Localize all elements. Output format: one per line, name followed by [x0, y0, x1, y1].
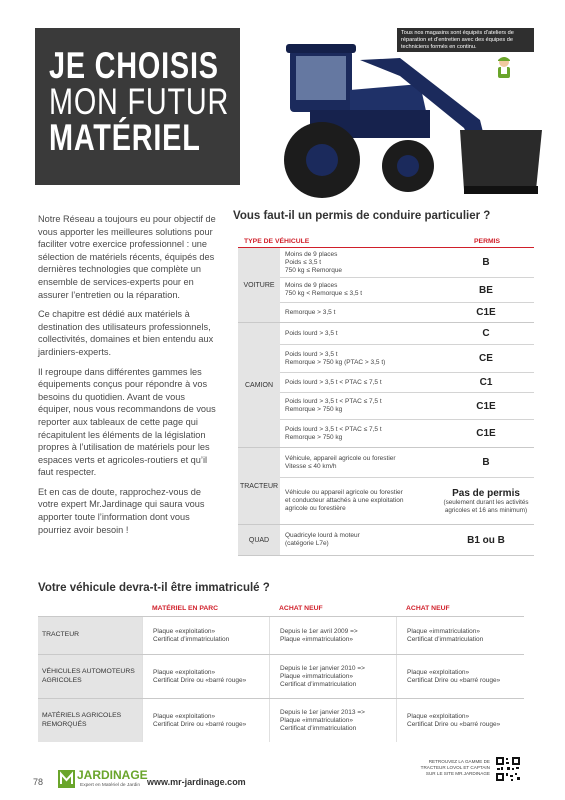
permit-heading: Vous faut-il un permis de conduire particulier ? — [233, 210, 491, 222]
row-label: VÉHICULES AUTOMOTEURS AGRICOLES — [38, 655, 142, 698]
page-number: 78 — [33, 777, 44, 787]
workshop-callout: Tous nos magasins sont équipés d’ateliers de réparation et d’entretien avec des équipes de techniciens formés en continu. — [397, 28, 534, 52]
table-row — [280, 420, 534, 447]
condition-line: Poids lourd > 3,5 t < PTAC ≤ 7,5 t — [285, 425, 382, 433]
group-label: VOITURE — [238, 248, 280, 322]
permit-group-tracteur — [238, 448, 534, 525]
condition-line: Poids lourd > 3,5 t — [285, 350, 338, 358]
cell-line: Certificat Drire ou «barré rouge» — [153, 720, 247, 728]
condition-cell — [280, 251, 438, 275]
table-cell — [396, 699, 524, 742]
cell-line: Certificat d’immatriculation — [153, 635, 230, 643]
condition-line: Poids ≤ 3,5 t — [285, 258, 322, 266]
col-vehicle-type: TYPE DE VÉHICULE — [244, 238, 310, 245]
condition-cell — [280, 379, 438, 387]
intro-paragraph: Et en cas de doute, rapprochez-vous de votre expert Mr.Jardinage qui saura vous apporter toute l’information dont vous pourriez avoir besoin ! — [38, 486, 205, 535]
table-row — [280, 393, 534, 420]
col-achat-neuf-2: ACHAT NEUF — [406, 605, 450, 612]
table-cell — [269, 699, 396, 742]
cell-line: Certificat Drire ou «barré rouge» — [153, 676, 247, 684]
table-cell — [269, 655, 396, 698]
permit-group-camion — [238, 323, 534, 448]
condition-line: Véhicule ou appareil agricole ou forestier — [285, 489, 403, 496]
cell-line: Plaque «immatriculation» — [280, 716, 353, 724]
condition-line: Vitesse ≤ 40 km/h — [285, 462, 337, 470]
condition-line: Véhicule, appareil agricole ou forestier — [285, 454, 396, 462]
group-label: CAMION — [238, 323, 280, 447]
condition-line: Remorque > 3,5 t — [285, 308, 336, 316]
cell-line: Plaque «immatriculation» — [280, 672, 353, 680]
permit-value: C1E — [476, 307, 496, 318]
condition-cell — [280, 532, 438, 548]
table-row — [280, 303, 534, 322]
condition-line: Poids lourd > 3,5 t — [285, 329, 338, 337]
registration-table-header — [38, 601, 524, 616]
condition-line: Poids lourd > 3,5 t < PTAC ≤ 7,5 t — [285, 398, 382, 405]
condition-cell — [280, 398, 438, 414]
row-label: TRACTEUR — [38, 617, 142, 654]
group-label: TRACTEUR — [238, 448, 280, 524]
permit-value: B — [482, 257, 490, 268]
permit-group-voiture — [238, 248, 534, 323]
condition-line: Remorque > 750 kg — [285, 406, 343, 413]
cell-line: Certificat d’immatriculation — [280, 680, 357, 688]
cell-line: Certificat Drire ou «barré rouge» — [407, 676, 501, 684]
condition-line: agricole ou forestière — [285, 505, 346, 512]
mechanic-mascot-icon — [491, 54, 517, 80]
table-row — [280, 345, 534, 373]
table-row — [280, 278, 534, 303]
intro-paragraph: Notre Réseau a toujours eu pour objectif de vous apporter les meilleures solutions pour faciliter votre exercice professionnel : une sélection de matériels récents, équipés des dernières technologies que complète un ensemble de services-experts pour en assurer l’entretien ou la réparation. — [38, 214, 216, 300]
table-row — [280, 323, 534, 345]
permit-value: C — [482, 328, 490, 339]
cell-line: Certificat Drire ou «barré rouge» — [407, 720, 501, 728]
condition-cell — [280, 455, 438, 471]
cell-line: Plaque «immatriculation» — [280, 635, 353, 643]
permit-value: C1 — [479, 377, 493, 388]
permit-table — [238, 230, 534, 556]
cell-line: Plaque «exploitation» — [153, 627, 216, 635]
condition-line: Remorque > 750 kg — [285, 433, 343, 441]
table-cell — [396, 655, 524, 698]
permit-group-quad — [238, 525, 534, 556]
registration-table — [38, 601, 524, 742]
table-cell — [396, 617, 524, 654]
condition-cell — [280, 309, 438, 317]
permit-value: BE — [479, 284, 493, 296]
intro-paragraph: Ce chapitre est dédié aux matériels à destination des utilisateurs professionnels, collectivités, domaines et bien entendu aux jardiniers-experts. — [38, 309, 214, 357]
title-block — [35, 28, 240, 185]
table-row — [280, 478, 534, 524]
table-row — [280, 248, 534, 278]
cell-line: Depuis le 1er janvier 2010 => — [280, 664, 365, 672]
condition-cell — [280, 489, 438, 513]
page-title-line-1: JE CHOISIS — [49, 45, 219, 86]
table-row — [38, 654, 524, 698]
condition-cell — [280, 282, 438, 298]
cell-line: Plaque «exploitation» — [153, 668, 216, 676]
registration-heading: Votre véhicule devra-t-il être immatriculé ? — [38, 582, 270, 594]
group-label: QUAD — [238, 525, 280, 555]
condition-line: (catégorie L7e) — [285, 540, 329, 547]
table-row — [280, 373, 534, 393]
cell-line: Certificat d’immatriculation — [280, 724, 357, 732]
table-row — [38, 616, 524, 654]
cell-line: Plaque «immatriculation» — [407, 627, 480, 635]
logo-tagline: Expert en Matériel de Jardin — [80, 783, 140, 788]
condition-line: et conducteur attachés à une exploitation — [285, 497, 404, 504]
table-row — [280, 448, 534, 478]
condition-line: Moins de 9 places — [285, 282, 338, 289]
condition-line: Remorque > 750 kg (PTAC > 3,5 t) — [285, 358, 386, 366]
condition-line: 750 kg < Remorque ≤ 3,5 t — [285, 290, 363, 297]
row-label: MATÉRIELS AGRICOLES REMORQUÉS — [38, 699, 142, 742]
condition-cell — [280, 351, 438, 367]
col-materiel-en-parc: MATÉRIEL EN PARC — [152, 605, 219, 612]
page-title-line-3: MATÉRIEL — [49, 117, 201, 158]
condition-line: Quadricyle lourd à moteur — [285, 532, 360, 539]
permit-value-main: Pas de permis — [452, 488, 520, 499]
permit-value — [438, 488, 534, 514]
cell-line: Certificat d’immatriculation — [407, 635, 484, 643]
table-cell — [142, 699, 269, 742]
logo-wordmark: JARDINAGE — [77, 768, 148, 782]
permit-value: B1 ou B — [467, 534, 505, 546]
permit-value: C1E — [476, 400, 496, 412]
permit-value: B — [482, 457, 490, 468]
cell-line: Depuis le 1er janvier 2013 => — [280, 708, 365, 716]
condition-line: Poids lourd > 3,5 t < PTAC ≤ 7,5 t — [285, 378, 382, 386]
table-cell — [142, 655, 269, 698]
table-cell — [269, 617, 396, 654]
col-achat-neuf-1: ACHAT NEUF — [279, 605, 323, 612]
permit-value: C1E — [476, 428, 496, 439]
condition-line: 750 kg ≤ Remorque — [285, 266, 343, 274]
qr-code-icon[interactable] — [495, 756, 521, 782]
condition-cell — [280, 330, 438, 338]
cell-line: Plaque «exploitation» — [153, 712, 216, 720]
table-row — [280, 525, 534, 555]
footer-note: RETROUVEZ LA GAMME DE TRACTEUR LOVOL ET CAPTAIN SUR LE SITE MR.JARDINAGE — [420, 759, 490, 776]
table-cell — [142, 617, 269, 654]
permit-note: (seulement durant les activités agricoles et 16 ans minimum) — [443, 499, 529, 514]
condition-cell — [280, 426, 438, 442]
page-title-line-2: MON FUTUR — [49, 81, 230, 122]
intro-paragraph: Il regroupe dans différentes gammes les équipements conçus pour répondre à vos besoins du quotidien. Avant de vous équiper, nous vous recommandons de vous reporter aux tableaux de cette page qui récapitulent les éléments de la législation propres à l’utilisation de matériels pour les espaces verts et agricoles-routiers et qu’il faut respecter. — [38, 366, 216, 478]
intro-text — [38, 213, 216, 543]
table-row — [38, 698, 524, 742]
permit-table-header — [238, 230, 534, 248]
cell-line: Plaque «exploitation» — [407, 712, 470, 720]
permit-value: CE — [479, 353, 493, 364]
condition-line: Moins de 9 places — [285, 250, 338, 258]
cell-line: Plaque «exploitation» — [407, 668, 470, 676]
website-link[interactable]: www.mr-jardinage.com — [147, 777, 246, 787]
col-permit: PERMIS — [474, 238, 501, 245]
cell-line: Depuis le 1er avril 2009 => — [280, 627, 358, 635]
